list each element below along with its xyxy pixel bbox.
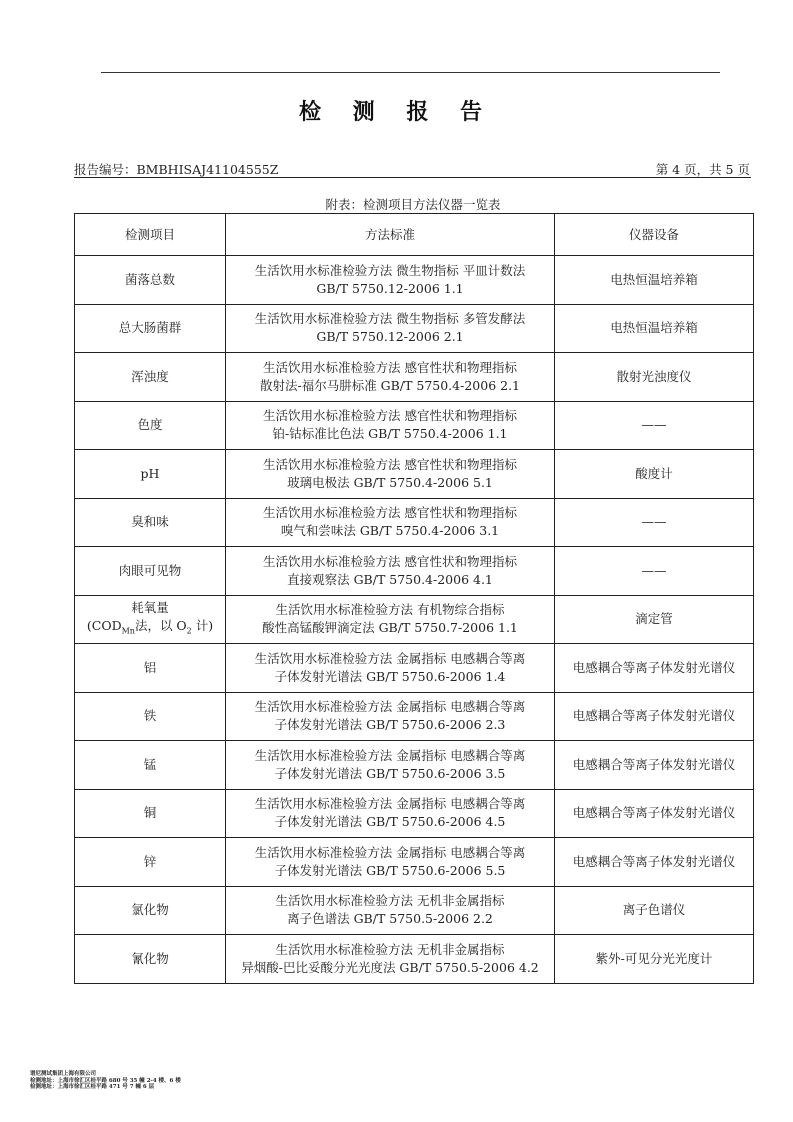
item-name: 总大肠菌群: [118, 320, 182, 336]
cell-item: [75, 789, 226, 838]
cell-item: [75, 886, 226, 935]
item-note-part: (COD: [86, 617, 122, 633]
column-header-method: 方法标准: [226, 214, 555, 256]
item-name: 肉眼可见物: [118, 562, 182, 578]
cell-instrument: 电感耦合等离子体发射光谱仪: [555, 644, 754, 693]
cell-method: [226, 595, 555, 644]
cell-item: [75, 547, 226, 596]
method-line: 生活饮用水标准检验方法 金属指标 电感耦合等离: [254, 699, 526, 715]
method-line: 玻璃电极法 GB/T 5750.4-2006 5.1: [287, 474, 493, 490]
table-row: [75, 450, 754, 499]
item-name: 菌落总数: [124, 271, 175, 287]
cell-item: [75, 935, 226, 984]
cell-method: [226, 353, 555, 402]
method-line: 嗅气和尝味法 GB/T 5750.4-2006 3.1: [280, 523, 500, 539]
footer-company: 谱尼测试集团上海有限公司: [30, 1071, 97, 1077]
item-name: 铜: [143, 805, 157, 821]
item-name: 氯化物: [131, 902, 169, 918]
cell-instrument: 离子色谱仪: [555, 886, 754, 935]
table-row: [75, 498, 754, 547]
cell-item: [75, 692, 226, 741]
table-row: [75, 741, 754, 790]
cell-instrument: 电热恒温培养箱: [555, 256, 754, 305]
top-rule: [101, 72, 720, 73]
item-note-part: 法，以 O: [134, 617, 187, 633]
cell-instrument: 酸度计: [555, 450, 754, 499]
cell-item: [75, 498, 226, 547]
cell-item: [75, 595, 226, 644]
cell-method: [226, 886, 555, 935]
table-row: [75, 886, 754, 935]
item-note-part: 2: [186, 626, 192, 635]
cell-method: [226, 935, 555, 984]
item-name: 锌: [143, 853, 157, 869]
method-line: 子体发射光谱法 GB/T 5750.6-2006 1.4: [274, 668, 506, 684]
footer-address: [30, 1071, 181, 1091]
item-name: 浑浊度: [131, 368, 169, 384]
cell-method: [226, 644, 555, 693]
method-line: 生活饮用水标准检验方法 金属指标 电感耦合等离: [254, 747, 526, 763]
method-line: 生活饮用水标准检验方法 微生物指标 平皿计数法: [254, 262, 526, 278]
table-row: [75, 256, 754, 305]
method-line: 生活饮用水标准检验方法 金属指标 电感耦合等离: [254, 650, 526, 666]
item-name: 铝: [143, 659, 157, 675]
table-row: [75, 838, 754, 887]
table-caption: 附表：检测项目方法仪器一览表: [325, 197, 501, 212]
table-row: [75, 595, 754, 644]
table-row: [75, 353, 754, 402]
cell-instrument: 滴定管: [555, 595, 754, 644]
method-line: 异烟酸-巴比妥酸分光光度法 GB/T 5750.5-2006 4.2: [241, 959, 539, 975]
cell-instrument: ——: [555, 498, 754, 547]
method-line: 生活饮用水标准检验方法 感官性状和物理指标: [263, 553, 517, 569]
method-line: 子体发射光谱法 GB/T 5750.6-2006 5.5: [274, 862, 506, 878]
column-header-instrument: 仪器设备: [555, 214, 754, 256]
footer-address-1: 检测地址：上海市徐汇区桂平路 680 号 35 幢 2-4 楼、6 楼: [30, 1077, 181, 1084]
method-line: 子体发射光谱法 GB/T 5750.6-2006 2.3: [274, 717, 506, 733]
method-line: GB/T 5750.12-2006 2.1: [316, 329, 464, 345]
cell-method: [226, 256, 555, 305]
method-line: GB/T 5750.12-2006 1.1: [316, 280, 464, 296]
table-header-row: [75, 214, 754, 256]
method-line: 生活饮用水标准检验方法 微生物指标 多管发酵法: [254, 311, 526, 327]
column-header-item: 检测项目: [75, 214, 226, 256]
method-line: 酸性高锰酸钾滴定法 GB/T 5750.7-2006 1.1: [262, 620, 518, 636]
cell-instrument: 电热恒温培养箱: [555, 304, 754, 353]
item-note-part: Mn: [121, 626, 135, 635]
method-line: 生活饮用水标准检验方法 无机非金属指标: [275, 941, 505, 957]
method-line: 生活饮用水标准检验方法 金属指标 电感耦合等离: [254, 796, 526, 812]
method-line: 直接观察法 GB/T 5750.4-2006 4.1: [287, 571, 493, 587]
method-line: 生活饮用水标准检验方法 感官性状和物理指标: [263, 408, 517, 424]
cell-item: [75, 304, 226, 353]
cell-item: [75, 838, 226, 887]
method-line: 子体发射光谱法 GB/T 5750.6-2006 4.5: [274, 814, 506, 830]
footer-address-2: 检测地址：上海市徐汇区桂平路 471 号 7 幢 6 层: [30, 1084, 155, 1090]
cell-item: [75, 450, 226, 499]
table-row: [75, 692, 754, 741]
cell-instrument: 电感耦合等离子体发射光谱仪: [555, 789, 754, 838]
page-info: 第 4 页，共 5 页: [655, 162, 750, 177]
method-line: 生活饮用水标准检验方法 感官性状和物理指标: [263, 505, 517, 521]
cell-method: [226, 692, 555, 741]
cell-instrument: 电感耦合等离子体发射光谱仪: [555, 838, 754, 887]
table-row: [75, 644, 754, 693]
method-line: 散射法-福尔马肼标准 GB/T 5750.4-2006 2.1: [259, 377, 521, 393]
cell-method: [226, 741, 555, 790]
item-name: 臭和味: [131, 514, 169, 530]
method-line: 子体发射光谱法 GB/T 5750.6-2006 3.5: [274, 765, 506, 781]
item-note-part: 计): [191, 617, 214, 633]
item-name: 铁: [143, 708, 157, 724]
cell-item: [75, 256, 226, 305]
item-name: 色度: [137, 417, 163, 433]
item-name: 锰: [143, 756, 157, 772]
report-number: 报告编号：BMBHISAJ41104555Z: [74, 162, 279, 177]
table-row: [75, 547, 754, 596]
method-line: 生活饮用水标准检验方法 有机物综合指标: [275, 602, 505, 618]
method-line: 生活饮用水标准检验方法 金属指标 电感耦合等离: [254, 844, 526, 860]
cell-item: [75, 353, 226, 402]
cell-method: [226, 547, 555, 596]
cell-method: [226, 450, 555, 499]
cell-item: [75, 401, 226, 450]
cell-instrument: 电感耦合等离子体发射光谱仪: [555, 692, 754, 741]
cell-instrument: 散射光浊度仪: [555, 353, 754, 402]
cell-method: [226, 401, 555, 450]
item-note: [77, 617, 223, 641]
cell-instrument: ——: [555, 401, 754, 450]
table-row: [75, 935, 754, 984]
page-title: 检 测 报 告: [299, 100, 494, 125]
method-line: 离子色谱法 GB/T 5750.5-2006 2.2: [287, 911, 493, 927]
item-name: pH: [140, 465, 160, 481]
table-row: [75, 789, 754, 838]
cell-instrument: 电感耦合等离子体发射光谱仪: [555, 741, 754, 790]
cell-item: [75, 741, 226, 790]
table-row: [75, 304, 754, 353]
item-name: 耗氧量: [131, 599, 169, 615]
cell-method: [226, 789, 555, 838]
cell-method: [226, 498, 555, 547]
cell-instrument: ——: [555, 547, 754, 596]
header-rule: [74, 177, 751, 178]
method-line: 铂-钴标准比色法 GB/T 5750.4-2006 1.1: [272, 426, 508, 442]
method-table: [74, 213, 754, 984]
item-name: 氰化物: [131, 950, 169, 966]
method-line: 生活饮用水标准检验方法 感官性状和物理指标: [263, 359, 517, 375]
cell-item: [75, 644, 226, 693]
cell-method: [226, 304, 555, 353]
cell-method: [226, 838, 555, 887]
cell-instrument: 紫外-可见分光光度计: [555, 935, 754, 984]
table-row: [75, 401, 754, 450]
method-line: 生活饮用水标准检验方法 无机非金属指标: [275, 893, 505, 909]
method-line: 生活饮用水标准检验方法 感官性状和物理指标: [263, 456, 517, 472]
